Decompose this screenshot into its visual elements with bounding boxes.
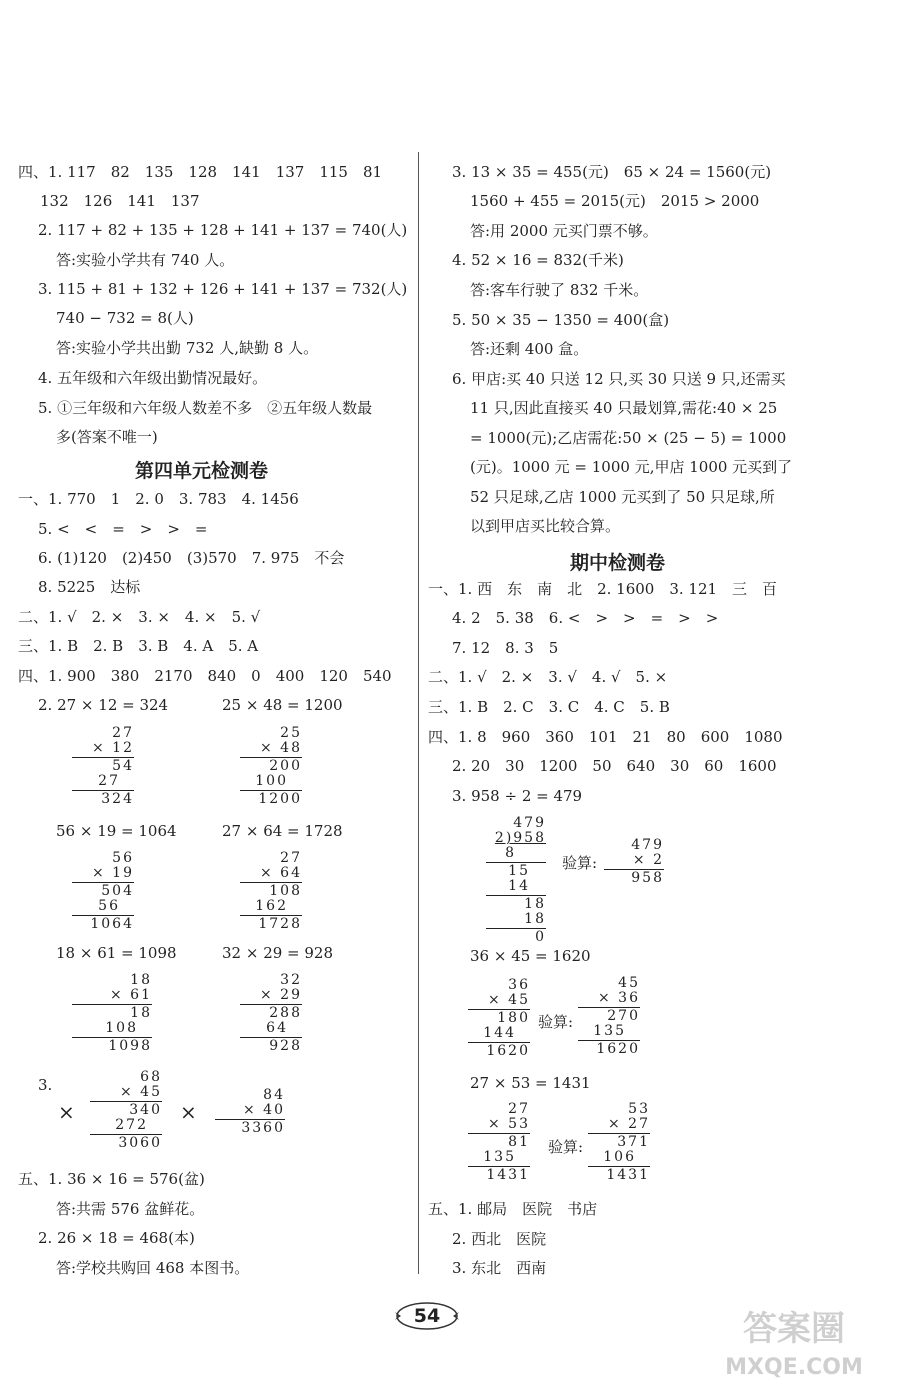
text-line: 8. 5225 达标 [38,578,141,596]
text-line: 三、1. B 2. B 3. B 4. A 5. A [18,637,259,655]
vertical-calc [240,973,302,1054]
text-line: 以到甲店买比较合算。 [470,517,621,535]
vertical-calc [215,1088,285,1136]
text-line: 2. 西北 医院 [452,1230,547,1248]
vertical-calc [578,976,640,1057]
calc-row: 100 [255,773,288,789]
text-line: 二、1. √ 2. × 3. √ 4. √ 5. × [428,668,668,686]
calc-row: 25 [280,725,302,741]
calc-row: × 19 [92,865,134,881]
vertical-calc [468,1102,530,1183]
vertical-calc [468,978,530,1059]
section-title: 第四单元检测卷 [135,460,269,482]
text-line: 3. 115 + 81 + 132 + 126 + 141 + 137 = 732(人) [38,280,408,298]
calc-row: × 61 [110,987,152,1003]
calc-row: 8 [505,845,516,861]
calc-row: 27 [280,850,302,866]
text-line: 三、1. B 2. C 3. C 4. C 5. B [428,698,670,716]
text-line: 答:用 2000 元买门票不够。 [470,222,658,240]
vertical-calc [90,1070,162,1151]
text-line: 5. < < = > > = [38,520,208,538]
vertical-calc [240,851,302,932]
watermark-logo-icon [694,1302,894,1382]
calc-row: 56 [98,898,120,914]
text-line: 五、1. 36 × 16 = 576(盆) [18,1170,205,1188]
calc-row: 27 [112,725,134,741]
calc-row: 106 [603,1149,636,1165]
text-line: 5. ①三年级和六年级人数差不多 ②五年级人数最 [38,399,373,417]
text-line: 11 只,因此直接买 40 只最划算,需花:40 × 25 [470,399,778,417]
text-line: 一、1. 西 东 南 北 2. 1600 3. 121 三 百 [428,580,778,598]
calc-row: 56 [112,850,134,866]
text-line: 四、1. 8 960 360 101 21 80 600 1080 [428,728,783,746]
text-line: 2. 117 + 82 + 135 + 128 + 141 + 137 = 740(人) [38,221,408,239]
text-line: 3. 958 ÷ 2 = 479 [452,787,583,805]
text-line: 二、1. √ 2. × 3. × 4. × 5. √ [18,608,261,626]
calc-row: 18 [524,896,546,912]
calc-row: 270 [607,1008,640,1024]
text-line: 2. 26 × 18 = 468(本) [38,1229,195,1247]
text-line: 答:实验小学共有 740 人。 [56,251,235,269]
calc-row: × 53 [488,1116,530,1132]
calc-row: 504 [101,883,134,899]
calc-row: 1200 [258,791,302,807]
calc-row: 36 [508,977,530,993]
calc-row: 1064 [90,916,134,932]
text-line: 36 × 45 = 1620 [470,947,591,965]
calc-row: × 48 [260,740,302,756]
text-line: 27 × 53 = 1431 [470,1074,591,1092]
vertical-calc [72,851,134,932]
vertical-calc [240,726,302,807]
calc-row: 27 [98,773,120,789]
text-line: 四、1. 117 82 135 128 141 137 115 81 [18,163,383,181]
calc-row: × 64 [260,865,302,881]
calc-row: × 45 [120,1084,162,1100]
text-line: 6. (1)120 (2)450 (3)570 7. 975 不会 [38,549,345,567]
calc-row: 928 [269,1038,302,1054]
calc-row: 15 [508,863,530,879]
text-line: 五、1. 邮局 医院 书店 [428,1200,598,1218]
page-number: 54 [413,1305,441,1327]
text-line: 5. 50 × 35 − 1350 = 400(盒) [452,311,670,329]
watermark-text: MXQE.COM [725,1355,863,1380]
text-line: 132 126 141 137 [40,192,200,210]
long-division [486,816,546,945]
calc-row: 3060 [118,1135,162,1151]
calc-row: 64 [266,1020,288,1036]
section-title: 期中检测卷 [570,552,666,574]
calc-row: 958 [631,870,664,886]
calc-row: 18 [130,972,152,988]
calc-row: 200 [269,758,302,774]
calc-row: 1431 [486,1167,530,1183]
calc-row: 3360 [241,1120,285,1136]
text-line: 2. 20 30 1200 50 640 30 60 1600 [452,757,777,775]
wrong-mark: × [180,1100,197,1124]
calc-row: 108 [105,1020,138,1036]
calc-row: × 36 [598,990,640,1006]
calc-row: 68 [140,1069,162,1085]
calc-row: 18 [130,1005,152,1021]
calc-row: × 29 [260,987,302,1003]
text-line: 3. 东北 西南 [452,1259,547,1277]
text-line: 6. 甲店:买 40 只送 12 只,买 30 只送 9 只,还需买 [452,370,786,388]
calc-row: 1431 [606,1167,650,1183]
watermark-logo: 答案圈 [743,1309,845,1349]
text-line: 32 × 29 = 928 [222,944,334,962]
text-line: 答:共需 576 盆鲜花。 [56,1200,205,1218]
text-line: = 1000(元);乙店需花:50 × (25 − 5) = 1000 [470,429,787,447]
text-line: 多(答案不唯一) [56,428,158,446]
check-label: 验算: [538,1013,574,1031]
calc-row: 371 [617,1134,650,1150]
calc-row: 1620 [486,1043,530,1059]
text-line: (元)。1000 元 = 1000 元,甲店 1000 元买到了 [470,458,793,476]
vertical-calc [72,973,152,1054]
text-line: 2. 27 × 12 = 324 [38,696,169,714]
vertical-calc [604,838,664,886]
check-label: 验算: [548,1138,584,1156]
text-line: 答:实验小学共出勤 732 人,缺勤 8 人。 [56,339,319,357]
calc-row: × 2 [632,852,664,868]
text-line: 25 × 48 = 1200 [222,696,343,714]
calc-row: 27 [508,1101,530,1117]
calc-row: 479 [631,837,664,853]
calc-row: 340 [129,1102,162,1118]
calc-row: 18 [524,911,546,927]
calc-row: 1728 [258,916,302,932]
calc-row: 479 [513,815,546,831]
calc-row: 14 [508,878,530,894]
text-line: 一、1. 770 1 2. 0 3. 783 4. 1456 [18,490,299,508]
calc-row: 144 [483,1025,516,1041]
text-line: 4. 2 5. 38 6. < > > = > > [452,609,719,627]
wrong-mark: × [58,1100,75,1124]
calc-row: 81 [508,1134,530,1150]
calc-row: × 12 [92,740,134,756]
text-line: 答:学校共购回 468 本图书。 [56,1259,250,1277]
vertical-calc [72,726,134,807]
calc-row: 32 [280,972,302,988]
calc-row: 180 [497,1010,530,1026]
calc-row: 135 [483,1149,516,1165]
text-line: 答:还剩 400 盒。 [470,340,589,358]
calc-row: × 45 [488,992,530,1008]
text-line: 740 − 732 = 8(人) [56,309,194,327]
text-line: 3. [38,1076,53,1094]
text-line: 52 只足球,乙店 1000 元买到了 50 只足球,所 [470,488,775,506]
text-line: 答:客车行驶了 832 千米。 [470,281,649,299]
calc-row: 53 [628,1101,650,1117]
text-line: 18 × 61 = 1098 [56,944,177,962]
calc-row: 54 [112,758,134,774]
calc-row: × 40 [243,1102,285,1118]
calc-row: 288 [269,1005,302,1021]
calc-row: × 27 [608,1116,650,1132]
calc-row: 1620 [596,1041,640,1057]
calc-row: 108 [269,883,302,899]
text-line: 7. 12 8. 3 5 [452,639,559,657]
column-divider [418,152,419,1274]
text-line: 4. 52 × 16 = 832(千米) [452,251,624,269]
vertical-calc [588,1102,650,1183]
calc-row: 324 [101,791,134,807]
text-line: 56 × 19 = 1064 [56,822,177,840]
calc-row: 0 [535,929,546,945]
text-line: 1560 + 455 = 2015(元) 2015 > 2000 [470,192,760,210]
calc-row: 2)958 [494,830,546,846]
calc-row: 272 [115,1117,148,1133]
text-line: 27 × 64 = 1728 [222,822,343,840]
text-line: 4. 五年级和六年级出勤情况最好。 [38,369,268,387]
calc-row: 1098 [108,1038,152,1054]
calc-row: 84 [263,1087,285,1103]
page-number-badge [395,1300,459,1332]
calc-row: 162 [255,898,288,914]
calc-row: 45 [618,975,640,991]
text-line: 3. 13 × 35 = 455(元) 65 × 24 = 1560(元) [452,163,772,181]
text-line: 四、1. 900 380 2170 840 0 400 120 540 [18,667,392,685]
check-label: 验算: [562,854,598,872]
calc-row: 135 [593,1023,626,1039]
